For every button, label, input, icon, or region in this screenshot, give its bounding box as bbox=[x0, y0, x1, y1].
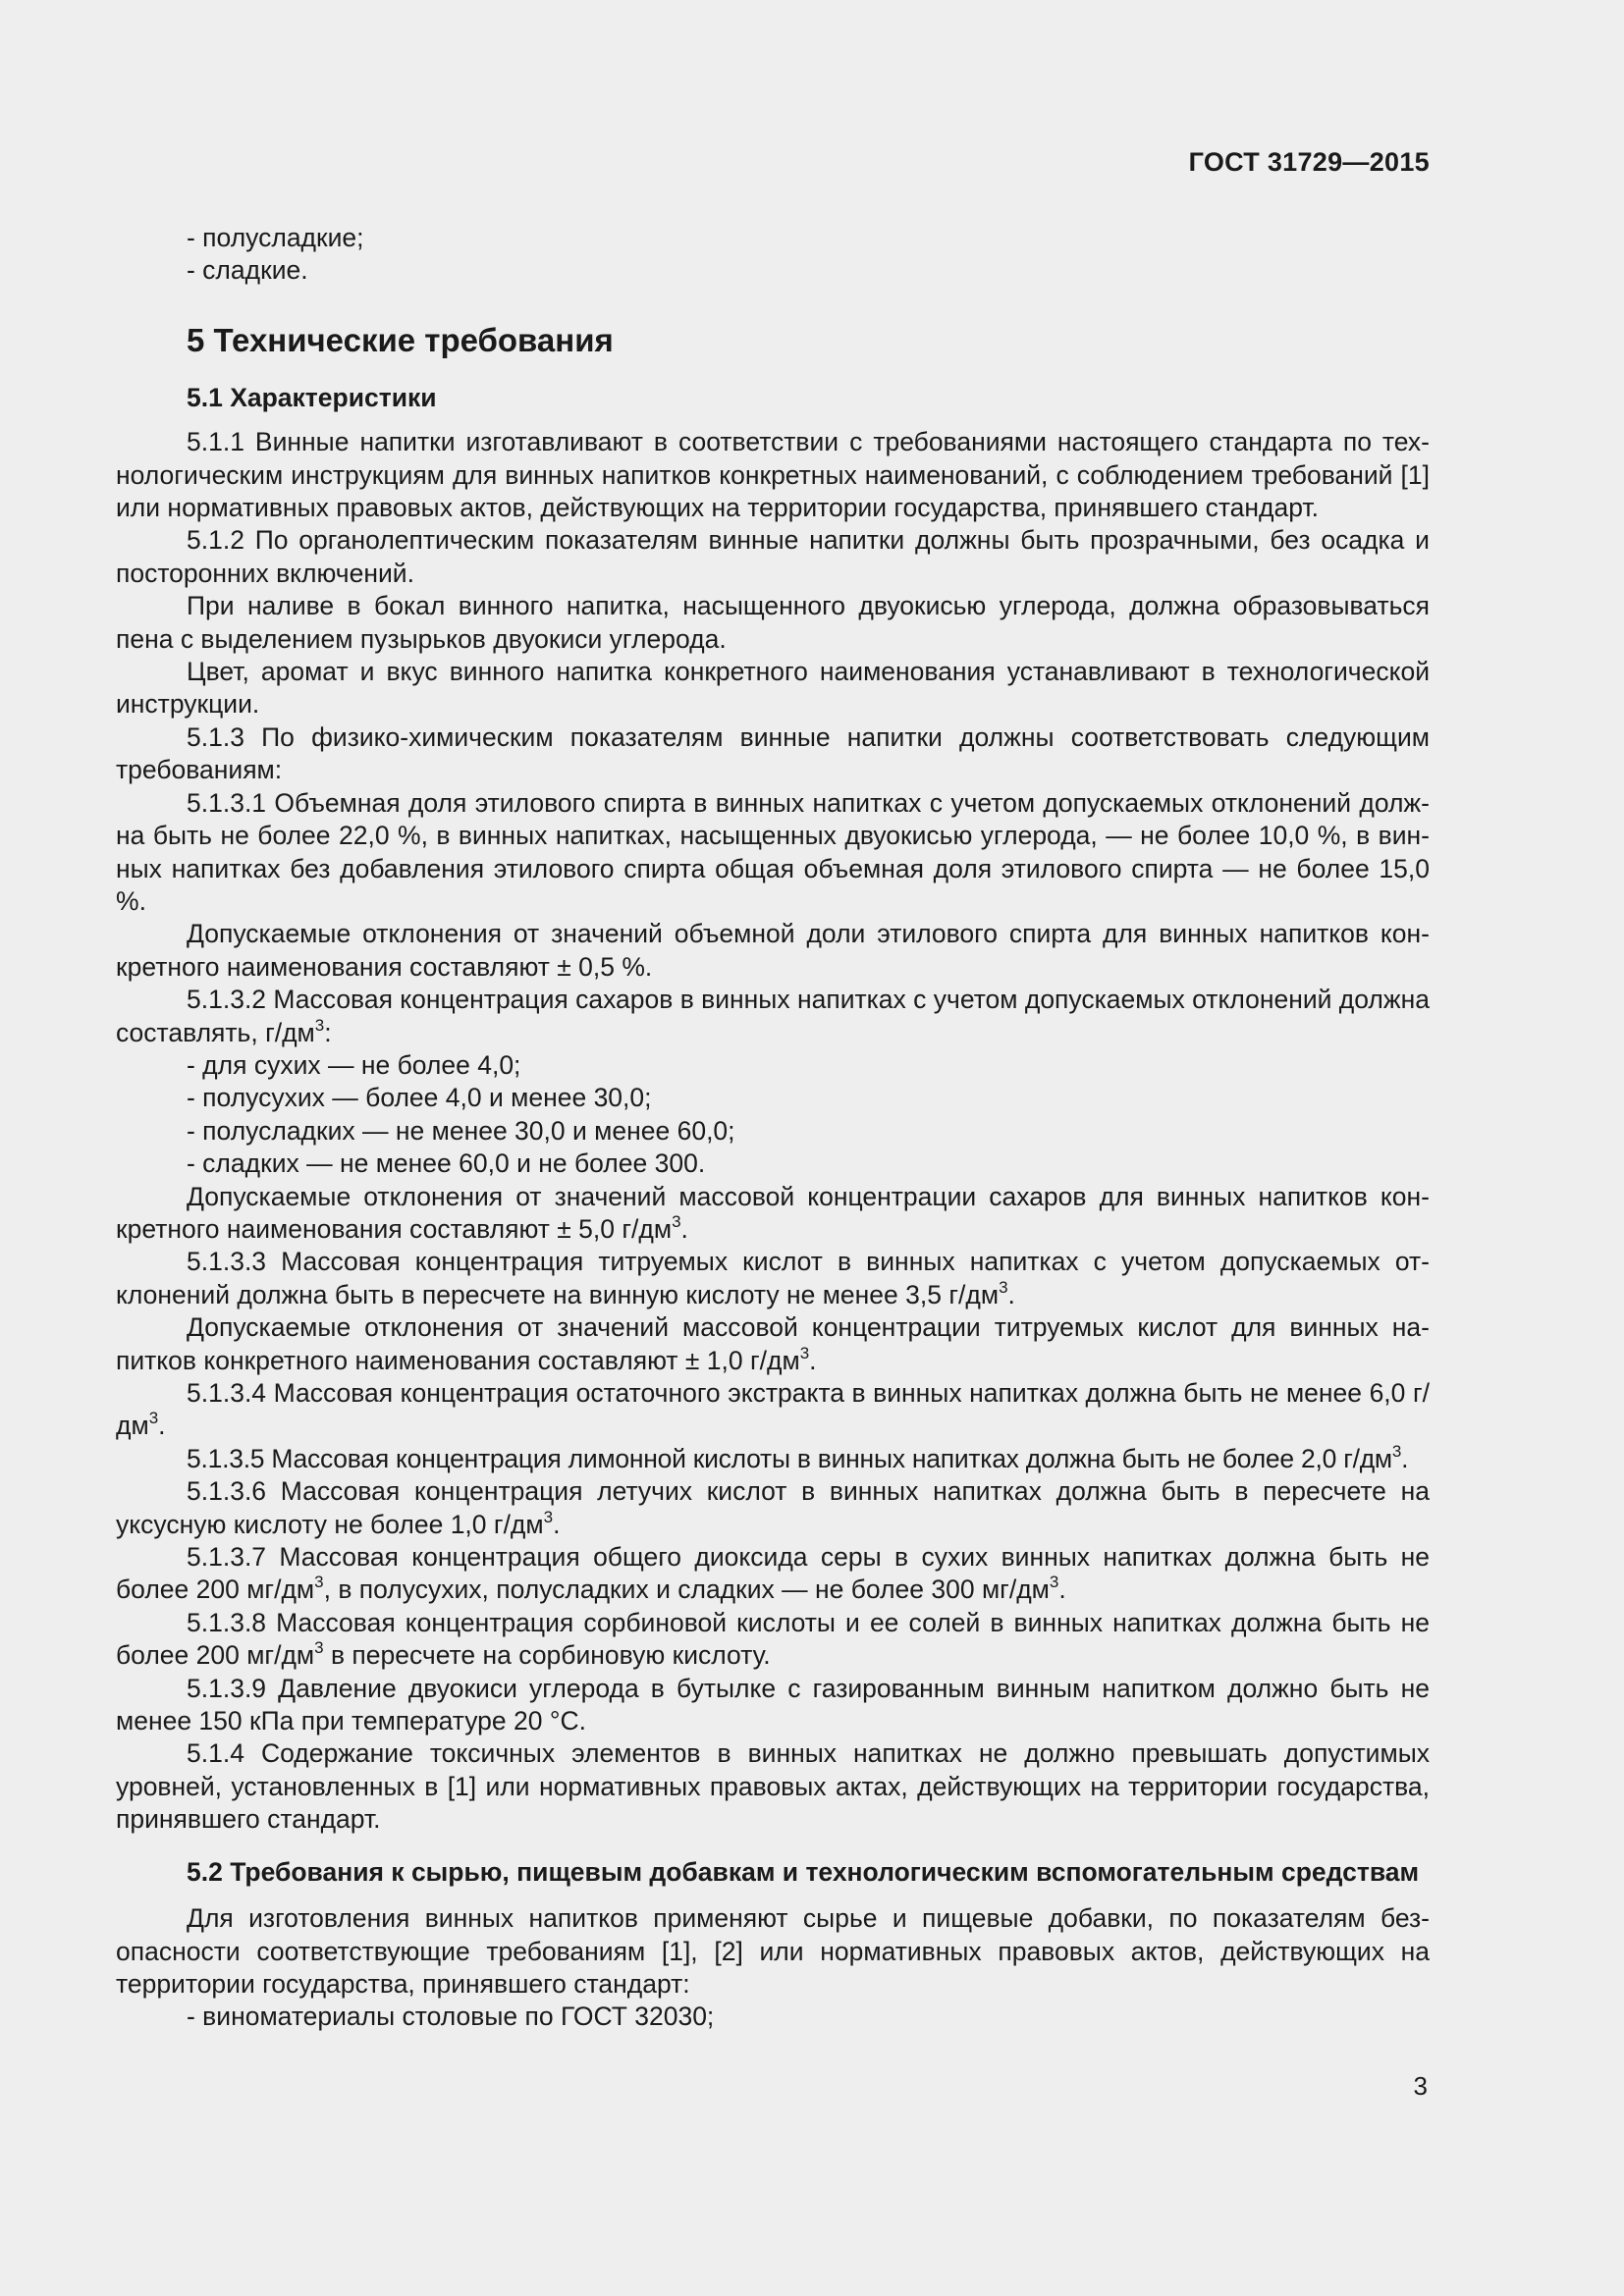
paragraph bbox=[116, 1541, 1430, 1607]
paragraph bbox=[116, 984, 1430, 1049]
text-run: : bbox=[324, 1017, 332, 1047]
text-run: 5.1.3.5 Массовая концентрация лимонной кислоты в винных напитках должна быть не более 2,0 г/дм bbox=[187, 1443, 1392, 1473]
superscript: 3 bbox=[999, 1277, 1008, 1297]
text-run: Допускаемые отклонения от значений объемной доли этилового спирта для винных напитков конкретного наименования составляют ± 0,5 %. bbox=[116, 919, 1430, 982]
document-code-header: ГОСТ 31729—2015 bbox=[1188, 147, 1430, 177]
list-item bbox=[116, 222, 1430, 254]
text-run: 5.1.3.8 Массовая концентрация сорбиновой кислоты и ее солей в винных напитках должна быть не более 200 мг/дм bbox=[116, 1607, 1430, 1671]
text-run: - сладких — не менее 60,0 и не более 300. bbox=[187, 1148, 706, 1179]
text-run: 5.1.4 Содержание токсичных элементов в винных напитках не должно превышать допустимых уровней, установленных в [1] или нормативных правовых актах, действующих на территории государства, принявшего стандарт. bbox=[116, 1738, 1430, 1835]
list-item bbox=[116, 1082, 1430, 1114]
text-run: 5.1.3.4 Массовая концентрация остаточного экстракта в винных напитках должна быть не менее 6,0 г/дм bbox=[116, 1378, 1430, 1441]
paragraph bbox=[116, 1181, 1430, 1247]
text-run: 5.1.3.3 Массовая концентрация титруемых кислот в винных напитках с учетом допускаемых отклонений должна быть в пересчете на винную кислоту не менее 3,5 г/дм bbox=[116, 1247, 1430, 1309]
paragraph bbox=[116, 918, 1430, 984]
text-run: 5.2 Требования к сырью, пищевым добавкам и технологическим вспомогательным средствам bbox=[187, 1856, 1420, 1887]
text-run: - полусухих — более 4,0 и менее 30,0; bbox=[187, 1083, 652, 1113]
text-run: Для изготовления винных напитков применяют сырье и пищевые добавки, по показателям безопасности соответствующие требованиям [1], [2] или нормативных правовых актов, действующих на территории государства, принявшего стандарт: bbox=[116, 1903, 1430, 1999]
paragraph bbox=[116, 1443, 1430, 1475]
superscript: 3 bbox=[543, 1507, 554, 1526]
paragraph bbox=[116, 1377, 1430, 1443]
paragraph bbox=[116, 787, 1430, 919]
text-run: 5.1 Характеристики bbox=[187, 382, 437, 412]
text-run: . bbox=[1007, 1279, 1015, 1309]
superscript: 3 bbox=[314, 1638, 324, 1658]
text-run: - сладкие. bbox=[187, 255, 308, 286]
superscript: 3 bbox=[314, 1573, 324, 1592]
text-run: Допускаемые отклонения от значений массовой концентрации титруемых кислот для винных напитков конкретного наименования составляют ± 1,0 г/дм bbox=[116, 1312, 1430, 1375]
text-run: 5.1.3.7 Массовая концентрация общего диоксида серы в сухих винных напитках должна быть не более 200 мг/дм bbox=[116, 1542, 1430, 1605]
text-run: в пересчете на сорбиновую кислоту. bbox=[323, 1640, 771, 1671]
superscript: 3 bbox=[314, 1015, 325, 1035]
text-run: 5.1.2 По органолептическим показателям винные напитки должны быть прозрачными, без осадка и посторонних включений. bbox=[116, 525, 1430, 588]
text-run: 5.1.3 По физико-химическим показателям винные напитки должны соответствовать следующим требованиям: bbox=[116, 721, 1430, 785]
text-run: 5.1.3.1 Объемная доля этилового спирта в винных напитках с учетом допускаемых отклонений должна быть не более 22,0 %, в винных напитках, насыщенных двуокисью углерода, — не более 10,0 %, в винных напитках без добавления этилового спирта общая объемная доля этилового спирта — не более 15,0 %. bbox=[116, 787, 1430, 916]
text-run: - для сухих — не более 4,0; bbox=[187, 1049, 521, 1080]
text-run: . bbox=[1058, 1575, 1066, 1605]
paragraph bbox=[116, 426, 1430, 524]
page-number: 3 bbox=[1413, 2071, 1428, 2101]
paragraph bbox=[116, 1902, 1430, 2001]
superscript: 3 bbox=[1049, 1573, 1059, 1592]
subsection-heading bbox=[116, 1856, 1430, 1889]
text-run: - виноматериалы столовые по ГОСТ 32030; bbox=[187, 2002, 715, 2032]
text-run: 5.1.1 Винные напитки изготавливают в соответствии с требованиями настоящего стандарта по технологическим инструкциям для винных напитков конкретных наименований, с соблюдением требований [1] или нормативных правовых актов, действующих на территории государства, принявшего стандарт. bbox=[116, 427, 1430, 523]
paragraph bbox=[116, 1737, 1430, 1836]
text-run: . bbox=[809, 1345, 817, 1375]
list-item bbox=[116, 1115, 1430, 1148]
paragraph bbox=[116, 721, 1430, 787]
superscript: 3 bbox=[1391, 1441, 1402, 1461]
text-run: - полусладких — не менее 30,0 и менее 60,0; bbox=[187, 1115, 735, 1146]
text-run: . bbox=[158, 1411, 166, 1441]
subsection-heading bbox=[116, 382, 1430, 414]
paragraph bbox=[116, 1475, 1430, 1541]
text-run: 5 Технические требования bbox=[187, 321, 614, 358]
superscript: 3 bbox=[148, 1409, 159, 1428]
text-run: - полусладкие; bbox=[187, 223, 364, 252]
text-run: Допускаемые отклонения от значений массовой концентрации сахаров для винных напитков конкретного наименования составляют ± 5,0 г/дм bbox=[116, 1181, 1430, 1244]
paragraph bbox=[116, 524, 1430, 590]
text-run: . bbox=[553, 1509, 561, 1539]
text-run: 5.1.3.9 Давление двуокиси углерода в бутылке с газированным винным напитком должно быть не менее 150 кПа при температуре 20 °С. bbox=[116, 1673, 1430, 1736]
list-item bbox=[116, 1049, 1430, 1082]
list-item bbox=[116, 1148, 1430, 1180]
document-body bbox=[116, 222, 1430, 2034]
paragraph bbox=[116, 590, 1430, 656]
text-run: 5.1.3.2 Массовая концентрация сахаров в винных напитках с учетом допускаемых отклонений должна составлять, г/дм bbox=[116, 985, 1430, 1047]
list-item bbox=[116, 2001, 1430, 2033]
text-run: . bbox=[680, 1213, 688, 1244]
paragraph bbox=[116, 1607, 1430, 1673]
paragraph bbox=[116, 656, 1430, 721]
paragraph bbox=[116, 1311, 1430, 1377]
text-run: , в полусухих, полусладких и сладких — не более 300 мг/дм bbox=[323, 1575, 1050, 1605]
superscript: 3 bbox=[799, 1343, 810, 1362]
text-run: 5.1.3.6 Массовая концентрация летучих кислот в винных напитках должна быть в пересчете на уксусную кислоту не более 1,0 г/дм bbox=[116, 1476, 1430, 1539]
section-heading bbox=[116, 321, 1430, 360]
superscript: 3 bbox=[672, 1211, 681, 1231]
list-item bbox=[116, 254, 1430, 287]
text-run: Цвет, аромат и вкус винного напитка конкретного наименования устанавливают в технологической инструкции. bbox=[116, 657, 1430, 720]
paragraph bbox=[116, 1673, 1430, 1738]
text-run: . bbox=[1401, 1443, 1409, 1473]
text-run: При наливе в бокал винного напитка, насыщенного двуокисью углерода, должна образовываться пена с выделением пузырьков двуокиси углерода. bbox=[116, 591, 1430, 654]
paragraph bbox=[116, 1246, 1430, 1311]
